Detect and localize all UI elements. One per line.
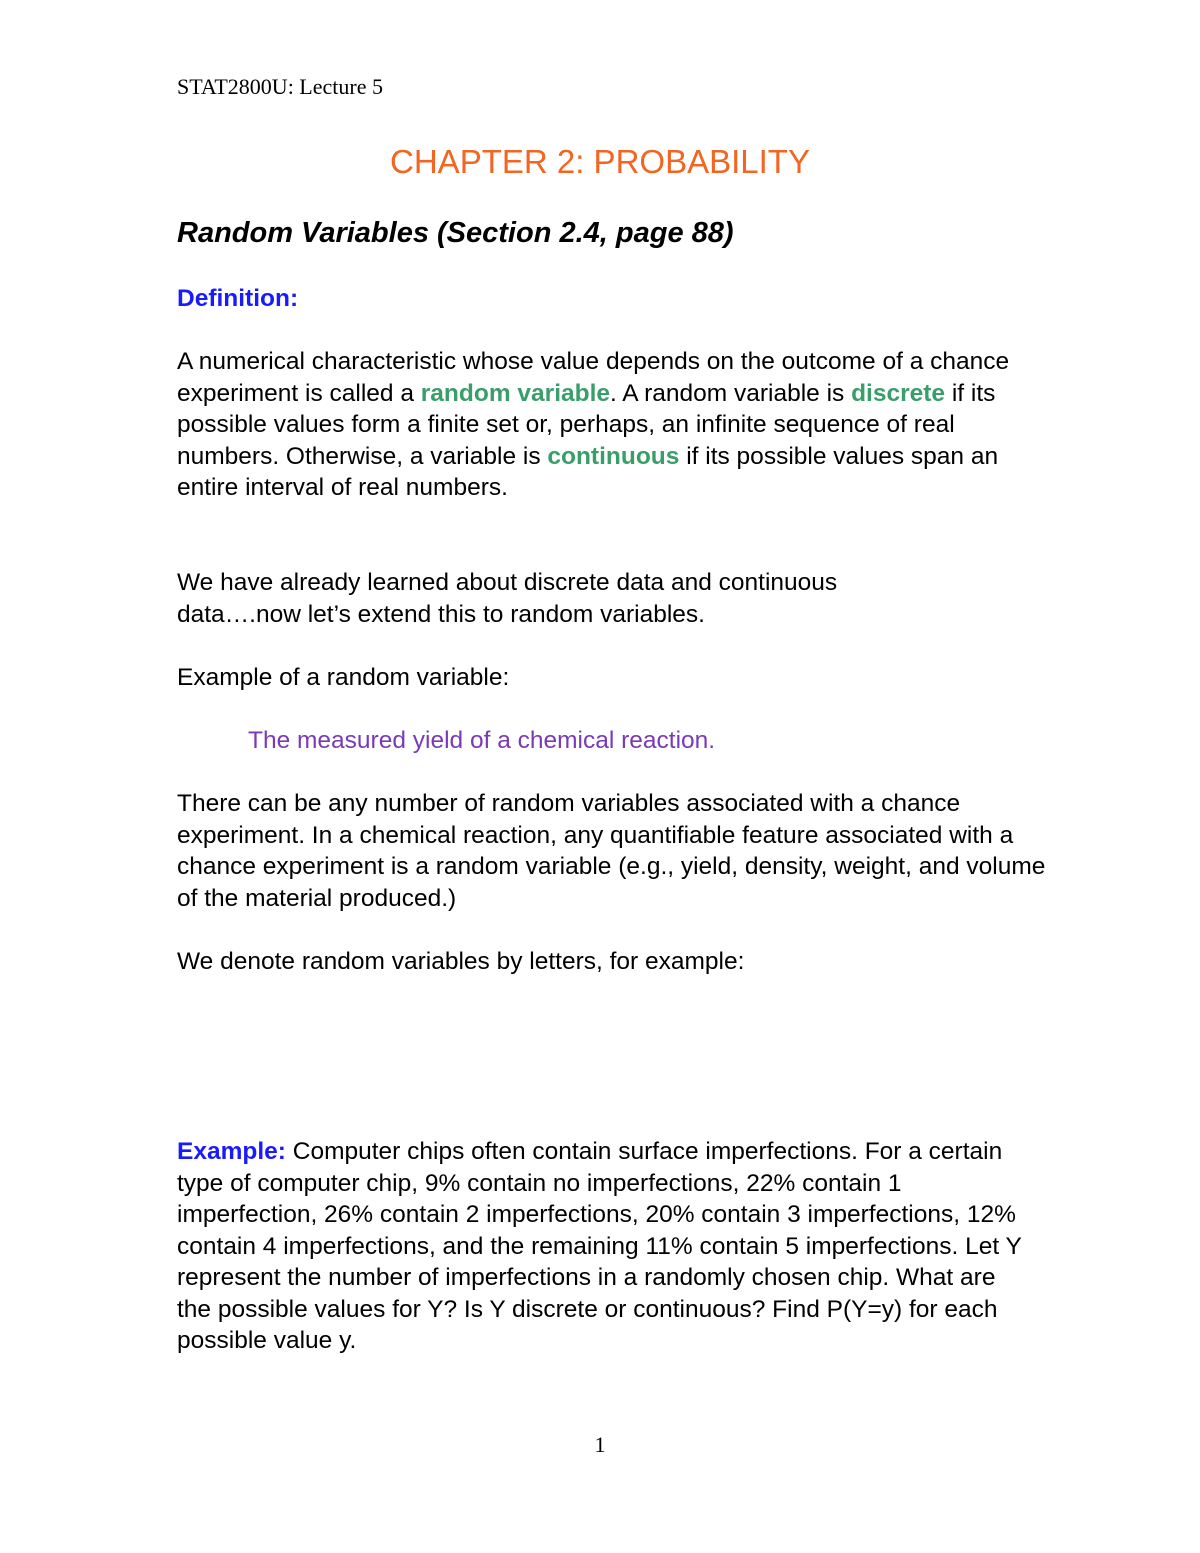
definition-text-2: . A random variable is	[610, 379, 852, 407]
example-yield: The measured yield of a chemical reaction.	[248, 727, 716, 754]
chips-example-text: Computer chips often contain surface imperfections. For a certain type of computer chip, 9% contain no imperfections, 22% contain 1 imperfection, 26% contain 2 imperfections, 20% contain 3 imperfections, 12% contain 4 imperfections, and the remaining 11% contain 5 imperfections. Let Y represent the number of imperfections in a randomly chosen chip. What are the possible values for Y? Is Y discrete or continuous? Find P(Y=y) for each possible value y.	[177, 1138, 1022, 1354]
term-discrete: discrete	[851, 379, 946, 407]
definition-text-4: if its possible values span an entire interval of real numbers.	[177, 442, 999, 501]
already-learned-paragraph: We have already learned about discrete data and continuous data….now let’s extend this to random variables.	[177, 569, 838, 628]
example-intro: Example of a random variable:	[177, 664, 510, 691]
term-random-variable: random variable	[420, 379, 611, 407]
definition-label-line	[177, 283, 1047, 315]
definition-text-3: if its possible values form a finite set or, perhaps, an infinite sequence of real numbers. Otherwise, a variable is	[177, 379, 996, 470]
definition-label: Definition:	[177, 285, 299, 312]
definition-text-1: A numerical characteristic whose value depends on the outcome of a chance experiment is called a	[177, 348, 1010, 407]
example-label: Example:	[177, 1138, 286, 1165]
chapter-title: CHAPTER 2: PROBABILITY	[390, 143, 810, 180]
section-title: Random Variables (Section 2.4, page 88)	[177, 217, 734, 249]
any-number-paragraph: There can be any number of random variables associated with a chance experiment. In a chemical reaction, any quantifiable feature associated with a chance experiment is a random variable (e.g., yield, density, weight, and volume of the material produced.)	[177, 790, 1046, 912]
running-header: STAT2800U: Lecture 5	[177, 74, 383, 99]
page-number: 1	[594, 1432, 606, 1457]
definition-paragraph	[177, 346, 1047, 504]
denote-paragraph: We denote random variables by letters, for example:	[177, 948, 745, 975]
term-continuous: continuous	[547, 442, 680, 470]
chips-example-paragraph	[177, 1136, 1027, 1357]
